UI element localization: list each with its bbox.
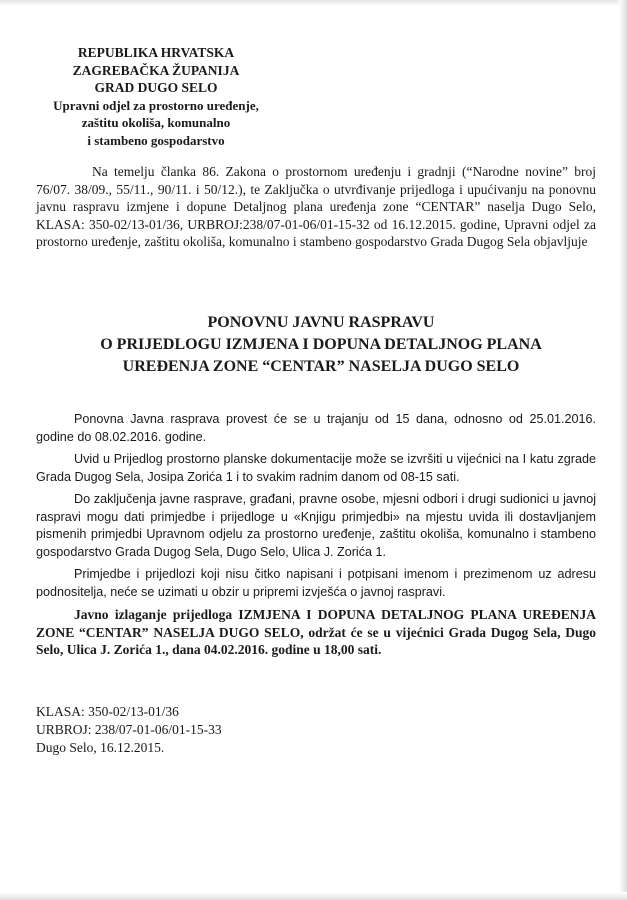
- paragraph-duration: Ponovna Javna rasprava provest će se u trajanju od 15 dana, odnosno od 25.01.2016. godine do 08.02.2016. godine.: [36, 412, 596, 444]
- paragraph-comments: Do zaključenja javne rasprave, građani, pravne osobe, mjesni odbori i drugi sudionici u javnoj raspravi mogu dati primjedbe i prijedloge u «Knjigu primjedbi» na mjestu uvida ili dostavljanjem pismenih primjedbi Upravnom odjelu za prostorno uređenje, zaštitu okoliša, komunalno i stambeno gospodarstvo Grada Dugog Sela, Dugo Selo, Ulica J. Zorića 1.: [36, 492, 596, 559]
- paragraph-inspection: Uvid u Prijedlog prostorno planske dokumentacije može se izvršiti u vijećnici na I katu zgrade Grada Dugog Sela, Josipa Zorića 1 i to svakim radnim danom od 08-15 sati.: [36, 452, 596, 484]
- title-line-1: PONOVNU JAVNU RASPRAVU: [207, 314, 435, 331]
- paragraph-public-presentation: Javno izlaganje prijedloga IZMJENA I DOPUNA DETALJNOG PLANA UREĐENJA ZONE “CENTAR” NASELJA DUGO SELO, održat će se u vijećnici Grada Dugog Sela, Dugo Selo, Ulica J. Zorića 1., dana 04.02.2016. godine u 18,00 sati.: [36, 607, 596, 657]
- footer-klasa: KLASA: 350-02/13-01/36: [36, 704, 179, 719]
- intro-paragraph: Na temelju članka 86. Zakona o prostornom uređenju i gradnji (“Narodne novine” broj 76/07. 38/09., 55/11., 90/11. i 50/12.), te Zaključka o utvrđivanje prijedloga i upućivanju na ponovnu javnu raspravu izmjene i dopune Detaljnog plana uređenja zone “CENTAR” naselja Dugo Selo, KLASA: 350-02/13-01/36, URBROJ:238/07-01-06/01-15-32 od 16.12.2015. godine, Upravni odjel za prostorno uređenje, zaštitu okoliša, komunalno i stambeno gospodarstvo Grada Dugog Sela objavljuje: [36, 164, 596, 249]
- document-footer: [36, 703, 336, 757]
- header-county: ZAGREBAČKA ŽUPANIJA: [72, 62, 240, 78]
- intro-section: [36, 163, 596, 251]
- header-city: GRAD DUGO SELO: [94, 80, 218, 95]
- paragraph-conditions: Primjedbe i prijedlozi koji nisu čitko napisani i potpisani imenom i prezimenom uz adresu podnositelja, neće se uzimati u obzir u pripremi izvješća o javnoj raspravi.: [36, 567, 596, 599]
- notice-body: [36, 411, 596, 664]
- footer-place-date: Dugo Selo, 16.12.2015.: [36, 740, 165, 755]
- header-department-line2: zaštitu okoliša, komunalno: [81, 115, 231, 130]
- scan-edge-right: [619, 0, 627, 900]
- issuer-header: [36, 44, 276, 149]
- header-department-line3: i stambeno gospodarstvo: [87, 132, 225, 148]
- scan-edge-top: [0, 0, 627, 6]
- scan-edge-bottom: [0, 892, 627, 900]
- document-title: [36, 312, 606, 378]
- title-line-3: UREĐENJA ZONE “CENTAR” NASELJA DUGO SELO: [122, 358, 520, 375]
- header-country: REPUBLIKA HRVATSKA: [77, 45, 235, 60]
- header-department-line1: Upravni odjel za prostorno uređenje,: [53, 97, 259, 113]
- footer-urbroj: URBROJ: 238/07-01-06/01-15-33: [36, 722, 222, 737]
- title-line-2: O PRIJEDLOGU IZMJENA I DOPUNA DETALJNOG PLANA: [100, 336, 542, 353]
